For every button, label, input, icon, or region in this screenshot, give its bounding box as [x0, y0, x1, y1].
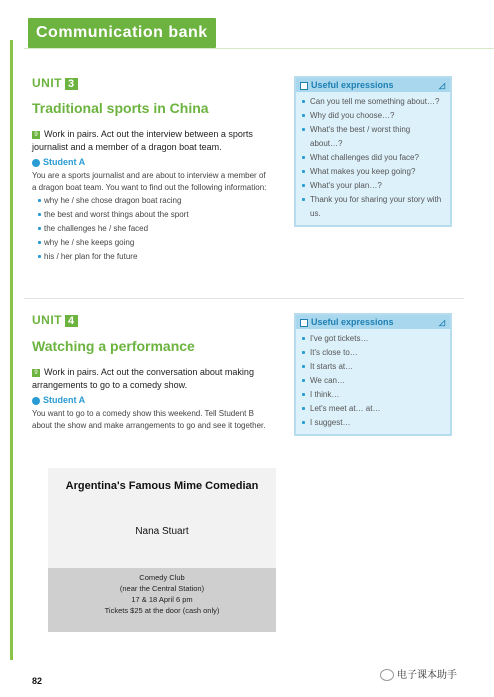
list-item: why he / she chose dragon boat racing: [38, 194, 272, 208]
list-item: What's the best / worst thing about…?: [302, 123, 444, 151]
list-item: I've got tickets…: [302, 332, 444, 346]
list-item: What challenges did you face?: [302, 151, 444, 165]
unit-number: 3: [65, 78, 78, 90]
info-list: [32, 194, 272, 264]
list-item: the challenges he / she faced: [38, 222, 272, 236]
student-icon: [32, 159, 40, 167]
student-label-text: Student A: [43, 157, 86, 167]
useful-expressions-header: [296, 78, 450, 92]
task-instruction: [32, 128, 272, 154]
ad-venue: Comedy Club: [139, 573, 185, 582]
pencil-icon: ◿: [438, 318, 445, 327]
task-number: 9: [32, 131, 40, 139]
useful-expressions-box-unit-4: [294, 313, 452, 436]
useful-expressions-title: Useful expressions: [311, 80, 394, 90]
page-number: 82: [32, 676, 43, 686]
useful-expressions-title: Useful expressions: [311, 317, 394, 327]
ad-headline: Argentina's Famous Mime Comedian: [65, 480, 259, 492]
list-item: It starts at…: [302, 360, 444, 374]
list-item: the best and worst things about the sport: [38, 208, 272, 222]
expressions-list: [296, 329, 450, 434]
list-item: Thank you for sharing your story with us.: [302, 193, 444, 221]
ad-details: [48, 568, 276, 632]
unit-4-task: [32, 366, 272, 432]
task-instruction: [32, 366, 272, 392]
ad-tickets: Tickets $25 at the door (cash only): [104, 606, 220, 615]
list-item: We can…: [302, 374, 444, 388]
watermark-text: 电子课本助手: [397, 670, 457, 681]
banner-divider: [24, 48, 494, 49]
wechat-icon: [380, 669, 394, 681]
ad-date: 17 & 18 April 6 pm: [131, 595, 193, 604]
unit-3-task: [32, 128, 272, 264]
list-item: why he / she keeps going: [38, 236, 272, 250]
unit-3-tag: [32, 76, 78, 90]
checkbox-icon: [300, 319, 308, 327]
checkbox-icon: [300, 82, 308, 90]
left-rule: [10, 40, 13, 660]
unit-4-tag: [32, 313, 78, 327]
unit-number: 4: [65, 315, 78, 327]
list-item: Can you tell me something about…?: [302, 95, 444, 109]
student-icon: [32, 397, 40, 405]
student-a-label: [32, 394, 272, 407]
student-a-label: [32, 156, 272, 169]
list-item: It's close to…: [302, 346, 444, 360]
list-item: I suggest…: [302, 416, 444, 430]
unit-label: UNIT: [32, 76, 62, 90]
instruction-text: Work in pairs. Act out the interview between a sports journalist and a member of a dragon boat team.: [32, 129, 253, 152]
expressions-list: [296, 92, 450, 225]
pencil-icon: ◿: [438, 81, 445, 90]
watermark: [380, 666, 457, 681]
list-item: Why did you choose…?: [302, 109, 444, 123]
unit-4-title: Watching a performance: [32, 338, 195, 354]
useful-expressions-box-unit-3: [294, 76, 452, 227]
useful-expressions-header: [296, 315, 450, 329]
role-description: You want to go to a comedy show this weekend. Tell Student B about the show and make arrangements to go and see it together.: [32, 409, 266, 430]
section-divider: [24, 298, 464, 299]
role-description: You are a sports journalist and are about to interview a member of a dragon boat team. You want to find out the following information:: [32, 171, 267, 192]
list-item: I think…: [302, 388, 444, 402]
list-item: Let's meet at… at…: [302, 402, 444, 416]
list-item: What's your plan…?: [302, 179, 444, 193]
list-item: his / her plan for the future: [38, 250, 272, 264]
unit-3-title: Traditional sports in China: [32, 100, 209, 116]
student-label-text: Student A: [43, 395, 86, 405]
ad-location: (near the Central Station): [119, 584, 205, 593]
list-item: What makes you keep going?: [302, 165, 444, 179]
comedy-show-ad: [48, 468, 276, 632]
task-number: 9: [32, 369, 40, 377]
section-banner: Communication bank: [28, 18, 216, 48]
instruction-text: Work in pairs. Act out the conversation about making arrangements to go to a comedy show.: [32, 367, 254, 390]
unit-label: UNIT: [32, 313, 62, 327]
performer-name: Nana Stuart: [135, 526, 189, 537]
